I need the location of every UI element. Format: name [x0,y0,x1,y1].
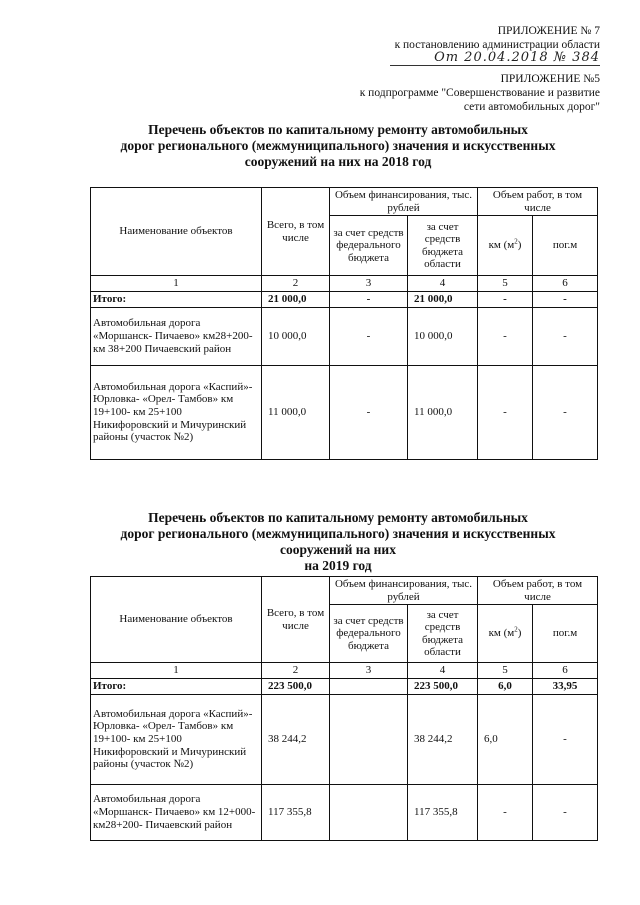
header-federal: за счет средств федерального бюджета [330,605,408,663]
col-num-3: 3 [330,663,408,679]
total-federal: - [330,291,408,307]
col-num-4: 4 [408,663,478,679]
total-row [91,291,598,307]
title-2019-line-4: на 2019 год [304,558,372,573]
table-row [91,694,598,784]
col-num-3: 3 [330,276,408,292]
table-row [91,365,598,459]
appendix-5-label: ПРИЛОЖЕНИЕ №5 [500,73,600,85]
col-num-6: 6 [533,663,598,679]
header-total: Всего, в том числе [262,577,330,663]
table-2018 [90,187,598,460]
table-row [91,784,598,840]
title-2019 [78,510,598,574]
row-name: Автомобильная дорога «Моршанск- Пичаево» км 12+000-км28+200- Пичаевский район [91,784,262,840]
title-2018-line-1: Перечень объектов по капитальному ремонту автомобильных [148,122,528,137]
header-km [478,605,533,663]
total-pogm: - [533,291,598,307]
total-label: Итого: [91,291,262,307]
title-2019-line-2: дорог регионального (межмуниципального) значения и искусственных [120,526,556,541]
row-km: - [478,307,533,365]
col-num-1: 1 [91,663,262,679]
row-km: 6,0 [478,694,533,784]
table-2019 [90,576,598,841]
header-pogm: пог.м [533,605,598,663]
header-pogm: пог.м [533,216,598,276]
total-km: 6,0 [478,678,533,694]
header-federal: за счет средств федерального бюджета [330,216,408,276]
title-2019-line-3: сооружений на них [280,542,396,557]
header-km-text: км (м [488,239,515,252]
resolution-line: к постановлению администрации области [394,39,600,51]
col-num-2: 2 [262,663,330,679]
total-federal [330,678,408,694]
subprogram-line-1: к подпрограмме "Совершенствование и развитие [359,87,600,99]
row-pogm: - [533,365,598,459]
row-total: 38 244,2 [262,694,330,784]
total-regional: 21 000,0 [408,291,478,307]
row-regional: 117 355,8 [408,784,478,840]
header-km-close: ) [517,239,522,252]
total-km: - [478,291,533,307]
total-sum: 21 000,0 [262,291,330,307]
total-pogm: 33,95 [533,678,598,694]
total-sum: 223 500,0 [262,678,330,694]
row-regional: 38 244,2 [408,694,478,784]
header-financing: Объем финансирования, тыс. рублей [330,188,478,216]
header-financing: Объем финансирования, тыс. рублей [330,577,478,605]
row-total: 10 000,0 [262,307,330,365]
row-name: Автомобильная дорога «Моршанск- Пичаево» км28+200- км 38+200 Пичаевский район [91,307,262,365]
appendix-7-label: ПРИЛОЖЕНИЕ № 7 [497,25,600,37]
title-2018-line-2: дорог регионального (межмуниципального) значения и искусственных [120,138,556,153]
header-regional: за счет средств бюджета области [408,605,478,663]
col-num-6: 6 [533,276,598,292]
row-name: Автомобильная дорога «Каспий»- Юрловка- «Орел- Тамбов» км 19+100- км 25+100 Никифоровский и Мичуринский районы (участок №2) [91,365,262,459]
col-num-2: 2 [262,276,330,292]
total-regional: 223 500,0 [408,678,478,694]
title-2018-line-3: сооружений на них на 2018 год [244,154,432,169]
row-total: 117 355,8 [262,784,330,840]
row-regional: 10 000,0 [408,307,478,365]
row-federal [330,784,408,840]
header-name: Наименование объектов [91,577,262,663]
column-numbers-row [91,663,598,679]
header-works: Объем работ, в том числе [478,577,598,605]
total-label: Итого: [91,678,262,694]
title-2018 [78,122,598,170]
handwritten-date: От 20.04.2018 № 384 [434,50,600,65]
row-km: - [478,365,533,459]
header-name: Наименование объектов [91,188,262,276]
header-works: Объем работ, в том числе [478,188,598,216]
header-km-sup: 2 [514,625,518,634]
handwritten-underline [390,65,600,66]
header-total: Всего, в том числе [262,188,330,276]
row-federal [330,694,408,784]
row-pogm: - [533,694,598,784]
subprogram-line-2: сети автомобильных дорог" [463,101,600,113]
col-num-5: 5 [478,663,533,679]
header-km-text: км (м [488,627,515,640]
row-km: - [478,784,533,840]
row-pogm: - [533,784,598,840]
total-row [91,678,598,694]
row-federal: - [330,307,408,365]
title-2019-line-1: Перечень объектов по капитальному ремонту автомобильных [148,510,528,525]
col-num-5: 5 [478,276,533,292]
appendix-5-header [360,72,600,114]
row-pogm: - [533,307,598,365]
header-km-sup: 2 [514,237,518,246]
header-regional: за счет средств бюджета области [408,216,478,276]
row-name: Автомобильная дорога «Каспий»- Юрловка- «Орел- Тамбов» км 19+100- км 25+100 Никифоровский и Мичуринский районы (участок №2) [91,694,262,784]
appendix-header [395,24,600,52]
header-km-close: ) [517,627,522,640]
row-federal: - [330,365,408,459]
col-num-1: 1 [91,276,262,292]
col-num-4: 4 [408,276,478,292]
row-total: 11 000,0 [262,365,330,459]
row-regional: 11 000,0 [408,365,478,459]
table-row [91,307,598,365]
header-km [478,216,533,276]
column-numbers-row [91,276,598,292]
